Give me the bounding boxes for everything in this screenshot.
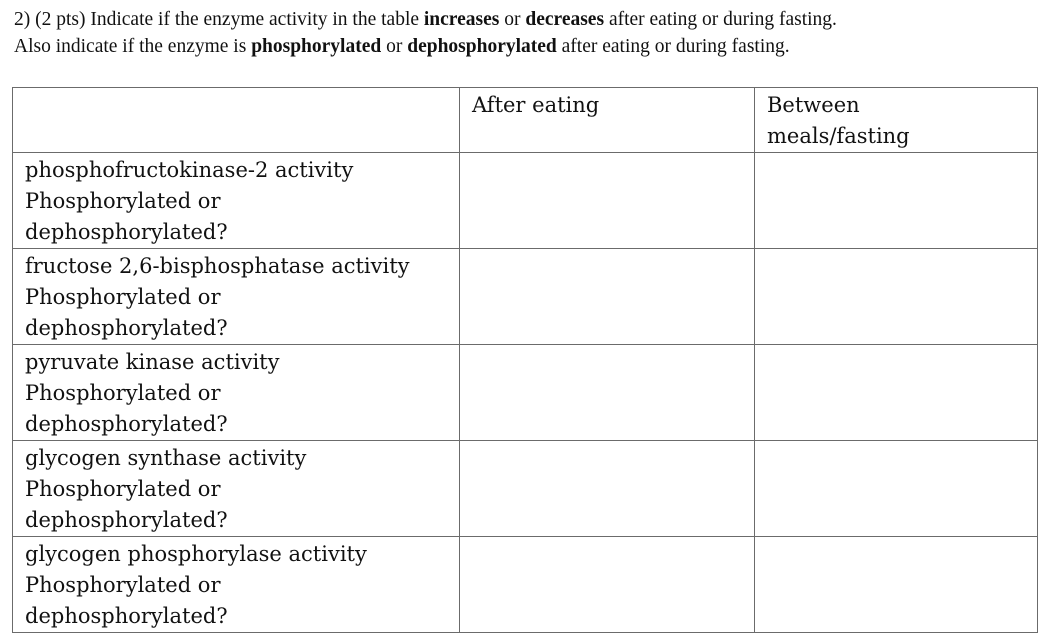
answer-cell-after-eating[interactable] bbox=[460, 441, 755, 537]
enzyme-name: glycogen synthase activity bbox=[25, 446, 307, 470]
question-text: Also indicate if the enzyme is bbox=[14, 36, 252, 57]
header-empty-cell bbox=[13, 88, 460, 153]
header-fasting bbox=[755, 88, 1038, 153]
table-header-row bbox=[13, 88, 1038, 153]
phospho-question: Phosphorylated or bbox=[25, 573, 221, 597]
table-row bbox=[13, 441, 1038, 537]
answer-cell-fasting[interactable] bbox=[755, 153, 1038, 249]
phospho-question: Phosphorylated or bbox=[25, 189, 221, 213]
answer-cell-after-eating[interactable] bbox=[460, 153, 755, 249]
table-row bbox=[13, 153, 1038, 249]
question-line-2 bbox=[14, 33, 1044, 60]
answer-cell-fasting[interactable] bbox=[755, 441, 1038, 537]
keyword-decreases: decreases bbox=[525, 9, 605, 30]
keyword-increases: increases bbox=[423, 9, 500, 30]
enzyme-name: pyruvate kinase activity bbox=[25, 350, 280, 374]
header-after-eating bbox=[460, 88, 755, 153]
question-text: or bbox=[381, 36, 408, 57]
header-fasting-line-1: Between bbox=[767, 93, 860, 117]
phospho-question: dephosphorylated? bbox=[25, 316, 228, 340]
phospho-question: Phosphorylated or bbox=[25, 477, 221, 501]
enzyme-name: phosphofructokinase-2 activity bbox=[25, 158, 354, 182]
enzyme-label-cell bbox=[13, 441, 460, 537]
question-text: after eating or during fasting. bbox=[604, 9, 837, 30]
answer-cell-after-eating[interactable] bbox=[460, 537, 755, 633]
keyword-dephosphorylated: dephosphorylated bbox=[407, 36, 557, 57]
answer-cell-fasting[interactable] bbox=[755, 537, 1038, 633]
enzyme-name: glycogen phosphorylase activity bbox=[25, 542, 367, 566]
question-line-1 bbox=[14, 6, 1044, 33]
question-text: 2) (2 pts) Indicate if the enzyme activity in the table bbox=[14, 9, 424, 30]
phospho-question: Phosphorylated or bbox=[25, 285, 221, 309]
phospho-question: dephosphorylated? bbox=[25, 412, 228, 436]
enzyme-table bbox=[12, 87, 1038, 633]
question-text: after eating or during fasting. bbox=[556, 36, 790, 57]
answer-cell-after-eating[interactable] bbox=[460, 249, 755, 345]
answer-cell-fasting[interactable] bbox=[755, 345, 1038, 441]
keyword-phosphorylated: phosphorylated bbox=[251, 36, 382, 57]
table-row bbox=[13, 537, 1038, 633]
phospho-question: dephosphorylated? bbox=[25, 604, 228, 628]
phospho-question: dephosphorylated? bbox=[25, 508, 228, 532]
answer-cell-after-eating[interactable] bbox=[460, 345, 755, 441]
question-text: or bbox=[499, 9, 526, 30]
enzyme-name: fructose 2,6-bisphosphatase activity bbox=[25, 254, 410, 278]
answer-cell-fasting[interactable] bbox=[755, 249, 1038, 345]
header-fasting-line-2: meals/fasting bbox=[767, 124, 910, 148]
phospho-question: dephosphorylated? bbox=[25, 220, 228, 244]
phospho-question: Phosphorylated or bbox=[25, 381, 221, 405]
enzyme-label-cell bbox=[13, 249, 460, 345]
table-row bbox=[13, 249, 1038, 345]
table-row bbox=[13, 345, 1038, 441]
question-prompt bbox=[14, 6, 1044, 60]
enzyme-label-cell bbox=[13, 153, 460, 249]
header-after-eating-label: After eating bbox=[472, 93, 600, 117]
enzyme-label-cell bbox=[13, 345, 460, 441]
enzyme-label-cell bbox=[13, 537, 460, 633]
